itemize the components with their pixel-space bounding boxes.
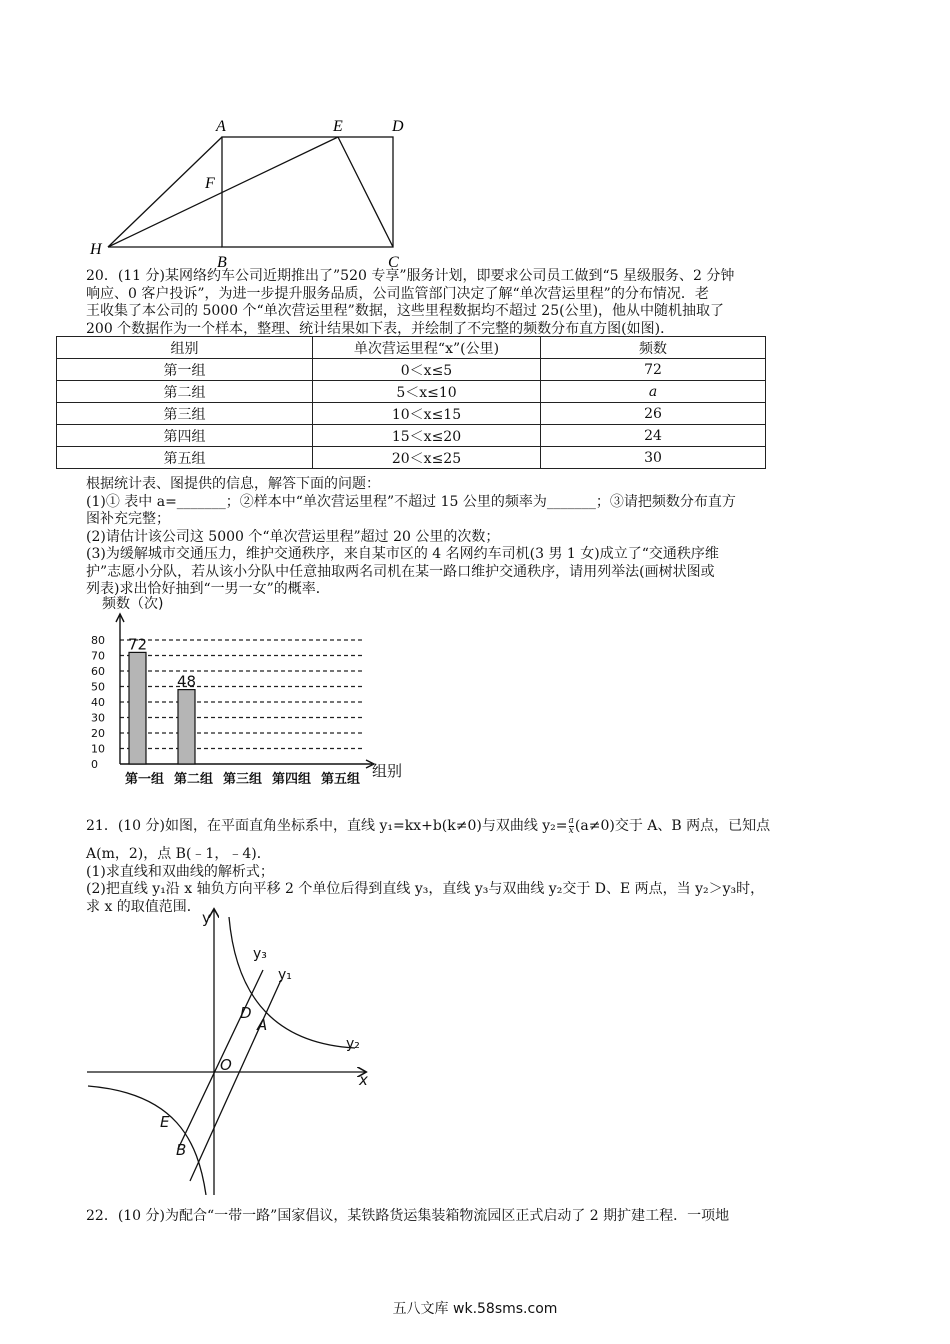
label-c: C xyxy=(388,254,399,270)
label-d: D xyxy=(240,1004,252,1022)
label-b: B xyxy=(176,1141,187,1159)
label-y2: y₂ xyxy=(346,1036,360,1052)
coordinate-figure xyxy=(80,905,380,1195)
q21-line: (2)把直线 y₁沿 x 轴负方向平移 2 个单位后得到直线 y₃，直线 y₃与双曲线 y₂交于 D、E 两点，当 y₂＞y₃时， xyxy=(86,881,765,897)
footer-watermark: 五八文库 wk.58sms.com xyxy=(392,1301,558,1317)
q20-intro-line: 王收集了本公司的 5000 个“单次营运里程”数据，这些里程数据均不超过 25(公里)，他从中随机抽取了 xyxy=(86,303,725,319)
table-row xyxy=(57,359,766,381)
table-cell: 第五组 xyxy=(57,447,313,469)
y-tick-label: 70 xyxy=(91,649,105,663)
bar-value-label: 48 xyxy=(176,672,197,691)
stats-table xyxy=(56,336,766,469)
geometry-figure xyxy=(80,110,420,270)
table-header: 组别 xyxy=(57,337,313,359)
label-y-axis: y xyxy=(202,909,211,927)
chart-xlabel: 组别 xyxy=(372,762,403,780)
x-tick-label: 第五组 xyxy=(320,772,361,787)
table-row xyxy=(57,447,766,469)
y-tick-label: 80 xyxy=(91,634,105,647)
segment-ec xyxy=(338,137,393,247)
table-cell: 5＜x≤10 xyxy=(313,381,541,403)
table-row xyxy=(57,403,766,425)
label-a: A xyxy=(257,1016,268,1034)
q20-question-line: (3)为缓解城市交通压力，维护交通秩序，来自某市区的 4 名网约车司机(3 男 1 女)成立了“交通秩序维 xyxy=(86,546,719,562)
q20-question-line: 图补充完整； xyxy=(86,511,170,527)
q21-line1 xyxy=(86,812,866,840)
q21-line: (1)求直线和双曲线的解析式； xyxy=(86,863,274,880)
q21-line: 求 x 的取值范围． xyxy=(86,898,201,915)
q20-questions xyxy=(86,476,866,599)
label-b: B xyxy=(217,254,227,270)
q20-question-line: 列表)求出恰好抽到“一男一女”的概率． xyxy=(86,581,330,597)
q20-question-line: (1)① 表中 a=_______；②样本中“单次营运里程”不超过 15 公里的频率为_______；③请把频数分布直方 xyxy=(86,493,736,510)
label-d: D xyxy=(392,118,404,135)
chart-ylabel: 频数（次) xyxy=(102,596,164,612)
y-tick-label: 60 xyxy=(91,665,105,678)
fraction-numerator: a xyxy=(568,815,574,826)
table-header: 单次营运里程“x”(公里) xyxy=(313,337,541,359)
hyperbola-branch-left xyxy=(88,1086,206,1195)
bar xyxy=(178,690,195,764)
segment-he xyxy=(108,137,338,247)
label-y3: y₃ xyxy=(253,946,267,962)
q21-line: A(m，2)，点 B(﹣1，﹣4)． xyxy=(86,846,271,862)
table-cell: 10＜x≤15 xyxy=(313,403,541,425)
segment-ha xyxy=(108,137,222,247)
table-cell: 第二组 xyxy=(57,381,313,403)
label-f: F xyxy=(205,175,215,192)
y-tick-label: 0 xyxy=(91,758,98,771)
table-header: 频数 xyxy=(541,337,766,359)
label-x-axis: x xyxy=(359,1071,368,1089)
q21-text: 21．(10 分)如图，在平面直角坐标系中，直线 y₁=kx+b(k≠0)与双曲线 y₂= xyxy=(86,818,568,834)
y-tick-label: 10 xyxy=(91,742,105,756)
hyperbola-branch-right xyxy=(229,917,355,1048)
fraction-denominator: x xyxy=(568,825,574,836)
x-tick-label: 第四组 xyxy=(271,772,312,787)
y-tick-label: 20 xyxy=(91,727,105,740)
label-a: A xyxy=(216,118,226,135)
q20-intro-line: 200 个数据作为一个样本，整理、统计结果如下表，并绘制了不完整的频数分布直方图(如图)． xyxy=(86,320,675,337)
y-tick-label: 30 xyxy=(91,711,105,725)
q20-intro-line: 响应、0 客户投诉”，为进一步提升服务品质，公司监管部门决定了解“单次营运里程”的分布情况．老 xyxy=(86,285,709,302)
label-e: E xyxy=(333,118,343,135)
x-tick-label: 第一组 xyxy=(124,772,165,787)
bar xyxy=(129,652,146,764)
table-cell: a xyxy=(541,381,766,403)
q20-question-line: (2)请估计该公司这 5000 个“单次营运里程”超过 20 公里的次数； xyxy=(86,528,500,545)
table-row xyxy=(57,425,766,447)
table-header-row xyxy=(57,337,766,359)
y-tick-label: 40 xyxy=(91,696,105,709)
table-cell: 第三组 xyxy=(57,403,313,425)
line-y1 xyxy=(190,980,281,1181)
q20-question-line: 护”志愿小分队，若从该小分队中任意抽取两名司机在某一路口维护交通秩序，请用列举法(画树状图或 xyxy=(86,563,715,580)
label-y1: y₁ xyxy=(278,967,292,983)
x-tick-label: 第二组 xyxy=(173,772,214,787)
table-row xyxy=(57,381,766,403)
q20-intro-line: 20．(11 分)某网络约车公司近期推出了”520 专享”服务计划，即要求公司员工做到“5 星级服务、2 分钟 xyxy=(86,268,735,284)
table-cell: 20＜x≤25 xyxy=(313,447,541,469)
table-cell: 72 xyxy=(541,359,766,381)
q21-text: (a≠0)交于 A、B 两点，已知点 xyxy=(574,818,771,834)
table-cell: 15＜x≤20 xyxy=(313,425,541,447)
table-cell: 0＜x≤5 xyxy=(313,359,541,381)
label-h: H xyxy=(90,241,102,258)
bar-value-label: 72 xyxy=(127,635,148,654)
x-tick-label: 第三组 xyxy=(222,772,263,787)
table-cell: 26 xyxy=(541,403,766,425)
fraction-a-over-x xyxy=(569,817,574,836)
q22-line: 22．(10 分)为配合“一带一路”国家倡议，某铁路货运集装箱物流园区正式启动了 2 期扩建工程．一项地 xyxy=(86,1208,730,1224)
table-cell: 30 xyxy=(541,447,766,469)
label-o: O xyxy=(220,1056,232,1074)
q20-question-line: 根据统计表、图提供的信息，解答下面的问题： xyxy=(86,476,380,492)
y-tick-label: 50 xyxy=(91,680,105,694)
q20-intro xyxy=(86,268,866,338)
table-cell: 24 xyxy=(541,425,766,447)
table-cell: 第四组 xyxy=(57,425,313,447)
table-cell: 第一组 xyxy=(57,359,313,381)
frequency-histogram xyxy=(80,592,420,798)
label-e: E xyxy=(160,1113,170,1131)
rectangle-abcd xyxy=(222,137,393,247)
